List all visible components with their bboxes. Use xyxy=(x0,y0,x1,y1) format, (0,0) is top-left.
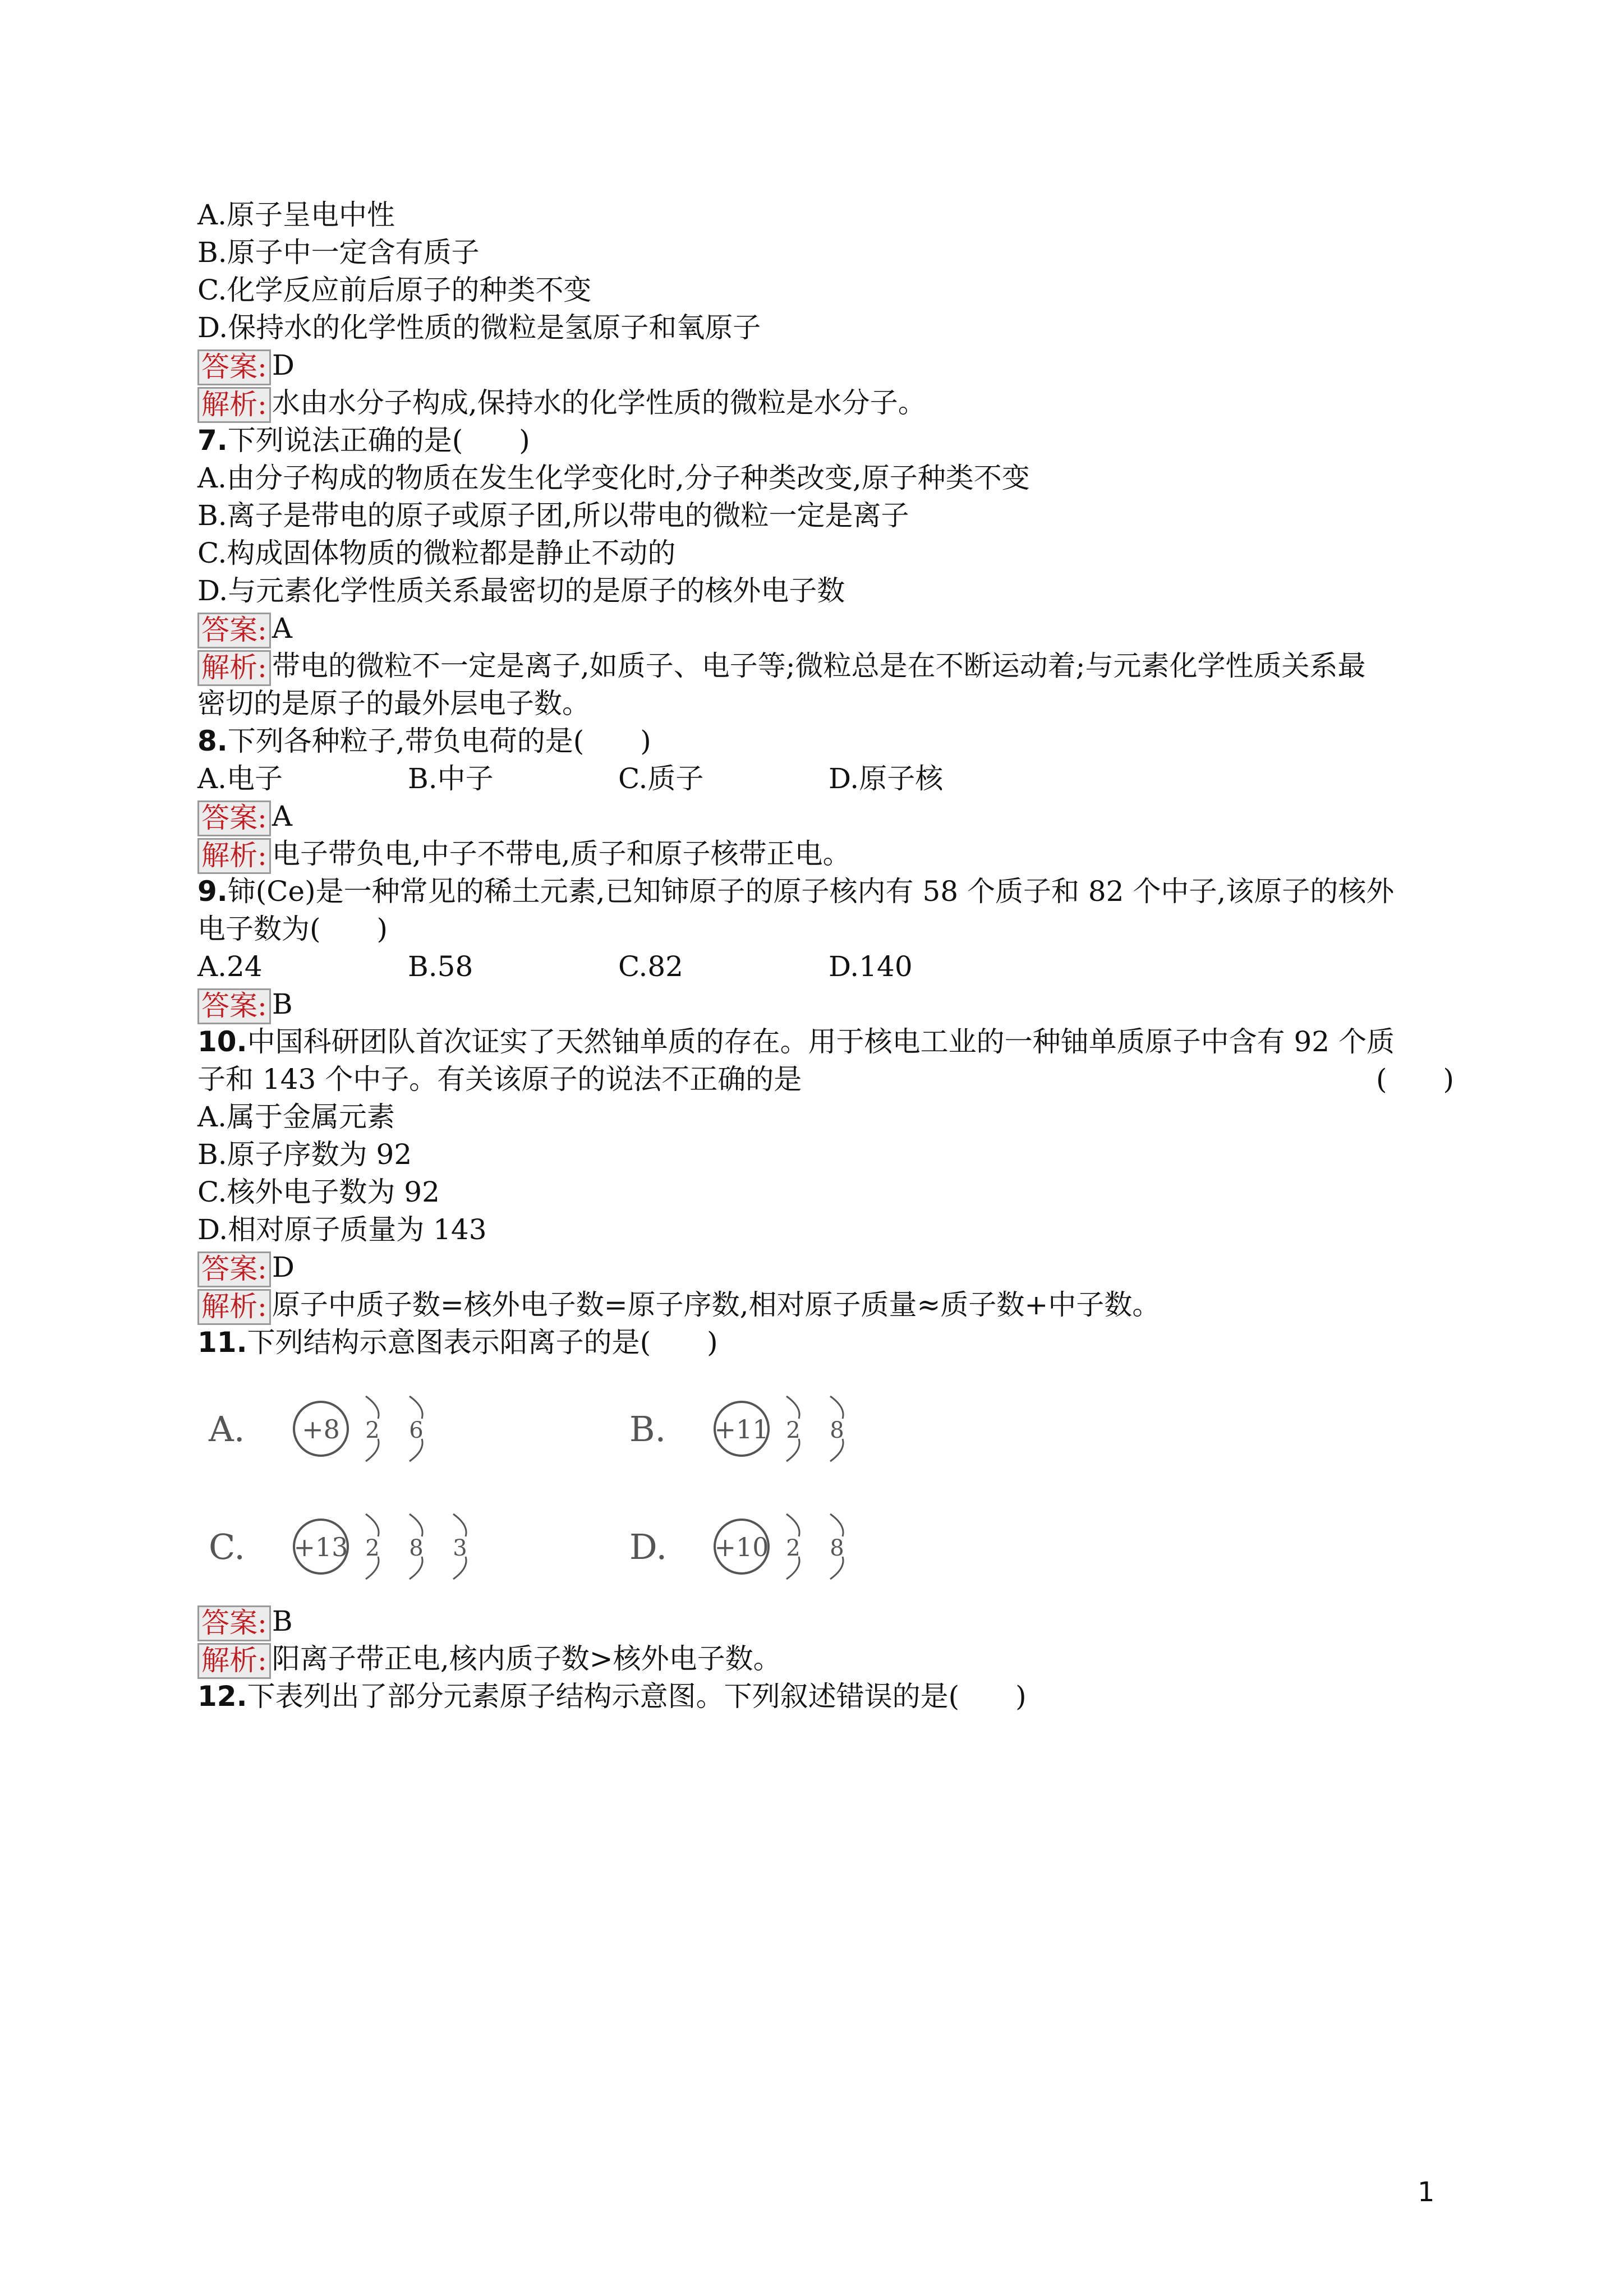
option-c-letter: C. xyxy=(209,1526,245,1567)
shell-arc-top-b xyxy=(786,1396,799,1419)
q10-stem-line1: 中国科研团队首次证实了天然铀单质的存在。用于核电工业的一种铀单质原子中含有 92 个质 xyxy=(247,1025,1395,1058)
q6-option-d: D.保持水的化学性质的微粒是氢原子和氧原子 xyxy=(197,311,761,344)
q10-analysis: 原子中质子数=核外电子数=原子序数,相对原子质量≈质子数+中子数。 xyxy=(272,1289,1161,1321)
q9-option-b: B.58 xyxy=(408,950,473,983)
q9-stem-line1: 铈(Ce)是一种常见的稀土元素,已知铈原子的原子核内有 58 个质子和 82 个中子,该原子的核外 xyxy=(227,875,1395,908)
q9-option-c: C.82 xyxy=(618,950,683,983)
q7-number: 7. xyxy=(197,424,228,457)
nucleus-charge-a: +8 xyxy=(302,1414,340,1444)
q7-analysis-line2: 密切的是原子的最外层电子数。 xyxy=(197,687,590,720)
q10-option-b: B.原子序数为 92 xyxy=(197,1138,412,1171)
q9-answer: B xyxy=(272,988,293,1020)
shell-electron-count-c: 3 xyxy=(453,1535,467,1561)
q7-analysis-row xyxy=(197,647,1454,685)
q6-answer: D xyxy=(272,349,295,381)
shell-electron-count-d: 2 xyxy=(786,1535,801,1561)
q8-options xyxy=(197,760,1454,798)
q10-stem-row xyxy=(197,1023,1454,1061)
option-a-letter: A. xyxy=(209,1409,245,1450)
q8-option-b: B.中子 xyxy=(408,762,494,795)
question-content xyxy=(197,196,1454,1715)
q8-analysis-row xyxy=(197,835,1454,873)
answer-tag: 答案: xyxy=(197,800,271,836)
q6-option-a: A.原子呈电中性 xyxy=(197,199,395,231)
q9-option-a: A.24 xyxy=(197,950,263,983)
shell-arc-top-b xyxy=(830,1396,843,1419)
option-b-letter: B. xyxy=(629,1409,666,1450)
q8-analysis: 电子带负电,中子不带电,质子和原子核带正电。 xyxy=(272,838,851,870)
q11-number: 11. xyxy=(197,1326,247,1359)
q9-stem-row xyxy=(197,873,1454,910)
q9-stem-line2: 电子数为( ) xyxy=(197,913,388,945)
q6-option-c: C.化学反应前后原子的种类不变 xyxy=(197,274,592,306)
q7-stem: 下列说法正确的是( ) xyxy=(227,424,530,457)
q10-number: 10. xyxy=(197,1025,247,1058)
answer-tag: 答案: xyxy=(197,1251,271,1287)
q8-option-c: C.质子 xyxy=(618,762,704,795)
analysis-tag: 解析: xyxy=(197,387,271,423)
answer-tag: 答案: xyxy=(197,349,271,385)
shell-electron-count-a: 6 xyxy=(409,1418,424,1443)
q10-analysis-row xyxy=(197,1286,1454,1324)
q7-answer-row xyxy=(197,610,1454,647)
shell-arc-top-d xyxy=(830,1514,843,1536)
shell-electron-count-c: 2 xyxy=(365,1535,380,1561)
analysis-tag: 解析: xyxy=(197,1289,271,1325)
page-number: 1 xyxy=(1418,2177,1435,2208)
nucleus-charge-c: +13 xyxy=(293,1532,348,1562)
shell-electron-count-b: 2 xyxy=(786,1418,801,1443)
q7-answer: A xyxy=(272,612,292,645)
q6-analysis-row xyxy=(197,384,1454,422)
q8-stem-row xyxy=(197,723,1454,760)
q10-stem-row2 xyxy=(197,1061,1454,1098)
analysis-tag: 解析: xyxy=(197,1643,271,1679)
q9-options xyxy=(197,948,1454,986)
option-d-letter: D. xyxy=(629,1526,668,1567)
q8-answer-row xyxy=(197,798,1454,835)
shell-arc-top-c xyxy=(366,1514,379,1536)
answer-tag: 答案: xyxy=(197,613,271,648)
q11-answer: B xyxy=(272,1605,293,1637)
q10-option-c: C.核外电子数为 92 xyxy=(197,1176,440,1208)
q11-structure-diagrams xyxy=(197,1367,871,1603)
q7-option-a: A.由分子构成的物质在发生化学变化时,分子种类改变,原子种类不变 xyxy=(197,462,1030,494)
q9-number: 9. xyxy=(197,875,228,908)
q6-analysis: 水由水分子构成,保持水的化学性质的微粒是水分子。 xyxy=(272,386,926,419)
nucleus-charge-d: +10 xyxy=(714,1532,769,1562)
q6-option-b: B.原子中一定含有质子 xyxy=(197,236,480,269)
shell-electron-count-a: 2 xyxy=(365,1418,380,1443)
q12-stem: 下表列出了部分元素原子结构示意图。下列叙述错误的是( ) xyxy=(247,1680,1027,1713)
shell-electron-count-d: 8 xyxy=(830,1535,844,1561)
shell-arc-top-a xyxy=(366,1396,379,1419)
q11-stem-row xyxy=(197,1324,1454,1361)
q10-answer-row xyxy=(197,1249,1454,1286)
q11-stem: 下列结构示意图表示阳离子的是( ) xyxy=(247,1326,718,1359)
analysis-tag: 解析: xyxy=(197,838,271,874)
q6-answer-row xyxy=(197,347,1454,384)
atom-structure-diagrams xyxy=(197,1367,871,1603)
shell-arc-top-d xyxy=(786,1514,799,1536)
q8-answer: A xyxy=(272,800,292,832)
shell-arc-top-c xyxy=(410,1514,422,1536)
q7-option-d: D.与元素化学性质关系最密切的是原子的核外电子数 xyxy=(197,574,845,607)
q10-option-d: D.相对原子质量为 143 xyxy=(197,1213,487,1246)
q7-analysis-line1: 带电的微粒不一定是离子,如质子、电子等;微粒总是在不断运动着;与元素化学性质关系最 xyxy=(272,650,1366,682)
q10-answer-blank: ( ) xyxy=(1375,1063,1454,1096)
q7-option-b: B.离子是带电的原子或原子团,所以带电的微粒一定是离子 xyxy=(197,499,909,532)
q11-analysis: 阳离子带正电,核内质子数>核外电子数。 xyxy=(272,1642,781,1675)
q12-number: 12. xyxy=(197,1680,247,1713)
q7-option-c: C.构成固体物质的微粒都是静止不动的 xyxy=(197,537,676,569)
q10-option-a: A.属于金属元素 xyxy=(197,1101,395,1133)
q10-answer: D xyxy=(272,1251,295,1283)
q8-option-a: A.电子 xyxy=(197,762,283,795)
q11-analysis-row xyxy=(197,1640,1454,1678)
q8-option-d: D.原子核 xyxy=(829,762,944,795)
shell-arc-top-c xyxy=(453,1514,466,1536)
q8-stem: 下列各种粒子,带负电荷的是( ) xyxy=(227,725,651,757)
shell-electron-count-c: 8 xyxy=(409,1535,424,1561)
q8-number: 8. xyxy=(197,725,228,757)
shell-electron-count-b: 8 xyxy=(830,1418,844,1443)
q9-answer-row xyxy=(197,986,1454,1023)
answer-tag: 答案: xyxy=(197,1605,271,1641)
analysis-tag: 解析: xyxy=(197,650,271,686)
nucleus-charge-b: +11 xyxy=(714,1414,769,1444)
q7-stem-row xyxy=(197,422,1454,459)
q11-answer-row xyxy=(197,1603,1454,1640)
shell-arc-top-a xyxy=(410,1396,422,1419)
answer-tag: 答案: xyxy=(197,988,271,1024)
q9-option-d: D.140 xyxy=(829,950,913,983)
q12-stem-row xyxy=(197,1678,1454,1715)
q10-stem-line2: 子和 143 个中子。有关该原子的说法不正确的是 xyxy=(197,1063,802,1096)
